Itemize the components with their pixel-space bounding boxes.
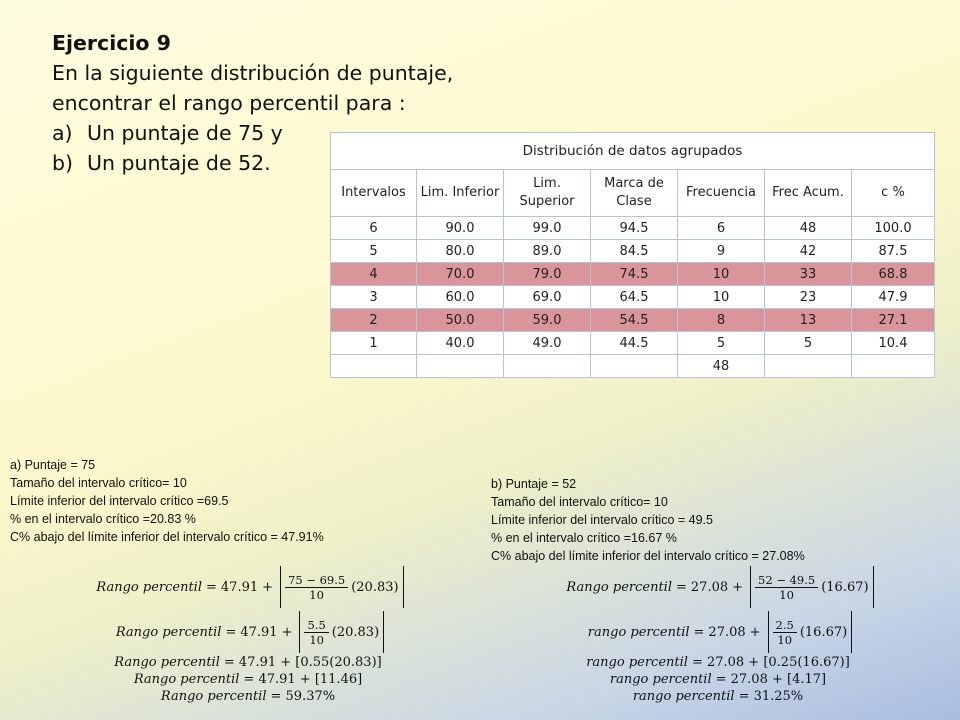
- formula-equals: =: [225, 624, 237, 640]
- formula-plus: +: [749, 624, 761, 640]
- column-header: Marca de Clase: [591, 170, 678, 217]
- table-cell: 99.0: [504, 217, 591, 240]
- fraction-numerator: 5.5: [304, 618, 328, 633]
- formula-fraction: [773, 618, 797, 647]
- table-cell: [591, 355, 678, 378]
- statement-line-2: encontrar el rango percentil para :: [52, 91, 406, 115]
- formula-line: [480, 655, 960, 670]
- formula-bracket: [299, 611, 384, 653]
- givens-line: % en el intervalo crítico =20.83 %: [10, 512, 196, 526]
- exercise-heading: Ejercicio 9: [52, 31, 171, 55]
- table-cell: 23: [765, 286, 852, 309]
- formula-bracket: [768, 611, 853, 653]
- table-cell: 1: [331, 332, 417, 355]
- formula-line: [0, 655, 500, 670]
- givens-line: Tamaño del intervalo crítico= 10: [491, 495, 668, 509]
- column-header: Frecuencia: [678, 170, 765, 217]
- formula-result: = 59.37%: [270, 689, 336, 704]
- table-cell: 42: [765, 240, 852, 263]
- givens-line: C% abajo del límite inferior del intervalo crítico = 27.08%: [491, 549, 805, 563]
- formula-line: [480, 689, 960, 704]
- table-cell: 27.1: [852, 309, 935, 332]
- table-cell: 40.0: [417, 332, 504, 355]
- item-marker: a): [52, 121, 73, 145]
- formula-equals: =: [206, 579, 217, 595]
- formula-rhs: = 47.91 + [0.55(20.83)]: [223, 655, 382, 670]
- formula-line: [480, 672, 960, 687]
- formula-lhs: Rango percentil: [115, 624, 222, 640]
- formula-lhs: Rango percentil: [160, 689, 267, 704]
- table-cell: 59.0: [504, 309, 591, 332]
- part-b-givens: [491, 475, 805, 565]
- formula-lhs: Rango percentil: [96, 579, 202, 595]
- table-cell: [765, 355, 852, 378]
- formula-lhs: rango percentil: [632, 689, 735, 704]
- table-cell: 10: [678, 286, 765, 309]
- table-cell: 13: [765, 309, 852, 332]
- table-cell: 5: [678, 332, 765, 355]
- table-cell: 94.5: [591, 217, 678, 240]
- column-header: Lim. Inferior: [417, 170, 504, 217]
- table-total-row: [331, 355, 935, 378]
- table-cell: 90.0: [417, 217, 504, 240]
- table-cell: [331, 355, 417, 378]
- formula-fraction: [285, 573, 348, 602]
- table-cell: 74.5: [591, 263, 678, 286]
- table-caption: Distribución de datos agrupados: [331, 133, 935, 170]
- table-cell: 33: [765, 263, 852, 286]
- formula-line: [0, 672, 500, 687]
- givens-line: Tamaño del intervalo crítico= 10: [10, 476, 187, 490]
- table-cell: 48: [678, 355, 765, 378]
- column-header: Intervalos: [331, 170, 417, 217]
- formula-lhs: Rango percentil: [114, 655, 220, 670]
- table-cell: [504, 355, 591, 378]
- formula-lhs: Rango percentil: [566, 579, 672, 595]
- table-row-highlighted: [331, 263, 935, 286]
- givens-line: Límite inferior del intervalo crítico =69.5: [10, 494, 229, 508]
- formula-lhs: rango percentil: [586, 655, 688, 670]
- formula-lhs: rango percentil: [609, 672, 712, 687]
- item-text: Un puntaje de 75 y: [87, 121, 283, 145]
- column-header: c %: [852, 170, 935, 217]
- table-cell: 4: [331, 263, 417, 286]
- table-cell: 64.5: [591, 286, 678, 309]
- fraction-numerator: 2.5: [773, 618, 797, 633]
- fraction-numerator: 75 − 69.5: [285, 573, 348, 588]
- table-cell: 60.0: [417, 286, 504, 309]
- part-a-formulas: [0, 566, 500, 704]
- fraction-numerator: 52 − 49.5: [755, 573, 818, 588]
- table-cell: 68.8: [852, 263, 935, 286]
- formula-multiplier: (16.67): [821, 579, 869, 595]
- fraction-denominator: 10: [309, 632, 324, 647]
- table-cell: 6: [678, 217, 765, 240]
- formula-line: [480, 611, 960, 653]
- table-cell: 49.0: [504, 332, 591, 355]
- table-cell: 10: [678, 263, 765, 286]
- formula-fraction: [755, 573, 818, 602]
- grouped-data-table: [330, 132, 935, 378]
- formula-line: [480, 566, 960, 608]
- part-a-givens: [10, 456, 324, 546]
- table-row: [331, 217, 935, 240]
- table-cell: 69.0: [504, 286, 591, 309]
- table-cell: 84.5: [591, 240, 678, 263]
- table-cell: [852, 355, 935, 378]
- part-b-formulas: [480, 566, 960, 704]
- table-cell: 2: [331, 309, 417, 332]
- item-text: Un puntaje de 52.: [87, 151, 271, 175]
- table-cell: 79.0: [504, 263, 591, 286]
- formula-line: [0, 566, 500, 608]
- formula-base: 47.91: [240, 624, 278, 640]
- givens-line: b) Puntaje = 52: [491, 477, 577, 491]
- statement-line-1: En la siguiente distribución de puntaje,: [52, 61, 454, 85]
- formula-base: 27.08: [708, 624, 746, 640]
- item-marker: b): [52, 151, 74, 175]
- formula-lhs: rango percentil: [587, 624, 690, 640]
- table-cell: 10.4: [852, 332, 935, 355]
- table-cell: 70.0: [417, 263, 504, 286]
- table-cell: 47.9: [852, 286, 935, 309]
- table-row-highlighted: [331, 309, 935, 332]
- formula-base: 27.08: [690, 579, 729, 595]
- givens-line: C% abajo del límite inferior del intervalo crítico = 47.91%: [10, 530, 324, 544]
- table-cell: 54.5: [591, 309, 678, 332]
- column-header: Frec Acum.: [765, 170, 852, 217]
- formula-equals: =: [693, 624, 705, 640]
- table-cell: 48: [765, 217, 852, 240]
- table-cell: 8: [678, 309, 765, 332]
- formula-lhs: Rango percentil: [133, 672, 240, 687]
- table-cell: 3: [331, 286, 417, 309]
- formula-plus: +: [732, 579, 744, 595]
- table-cell: 5: [765, 332, 852, 355]
- givens-line: a) Puntaje = 75: [10, 458, 96, 472]
- column-header: Lim. Superior: [504, 170, 591, 217]
- formula-plus: +: [262, 579, 274, 595]
- formula-rhs: = 47.91 + [11.46]: [243, 672, 363, 687]
- table-cell: 80.0: [417, 240, 504, 263]
- formula-equals: =: [676, 579, 687, 595]
- table-row: [331, 332, 935, 355]
- formula-line: [0, 611, 500, 653]
- table-cell: 9: [678, 240, 765, 263]
- formula-bracket: [750, 566, 874, 608]
- formula-fraction: [304, 618, 328, 647]
- formula-multiplier: (20.83): [351, 579, 399, 595]
- table-row: [331, 286, 935, 309]
- fraction-denominator: 10: [779, 587, 794, 602]
- table-row: [331, 240, 935, 263]
- formula-bracket: [280, 566, 404, 608]
- formula-base: 47.91: [220, 579, 259, 595]
- formula-plus: +: [281, 624, 293, 640]
- table-cell: 44.5: [591, 332, 678, 355]
- formula-multiplier: (16.67): [799, 624, 848, 640]
- fraction-denominator: 10: [309, 587, 324, 602]
- table-cell: 87.5: [852, 240, 935, 263]
- formula-result: = 31.25%: [738, 689, 804, 704]
- formula-line: [0, 689, 500, 704]
- fraction-denominator: 10: [777, 632, 793, 647]
- table-cell: 89.0: [504, 240, 591, 263]
- givens-line: Límite inferior del intervalo crítico = 49.5: [491, 513, 713, 527]
- table-cell: [417, 355, 504, 378]
- givens-line: % en el intervalo crítico =16.67 %: [491, 531, 677, 545]
- table-cell: 6: [331, 217, 417, 240]
- formula-multiplier: (20.83): [331, 624, 380, 640]
- formula-rhs: = 27.08 + [0.25(16.67)]: [691, 655, 850, 670]
- formula-rhs: = 27.08 + [4.17]: [715, 672, 827, 687]
- table-cell: 5: [331, 240, 417, 263]
- table-cell: 100.0: [852, 217, 935, 240]
- table-cell: 50.0: [417, 309, 504, 332]
